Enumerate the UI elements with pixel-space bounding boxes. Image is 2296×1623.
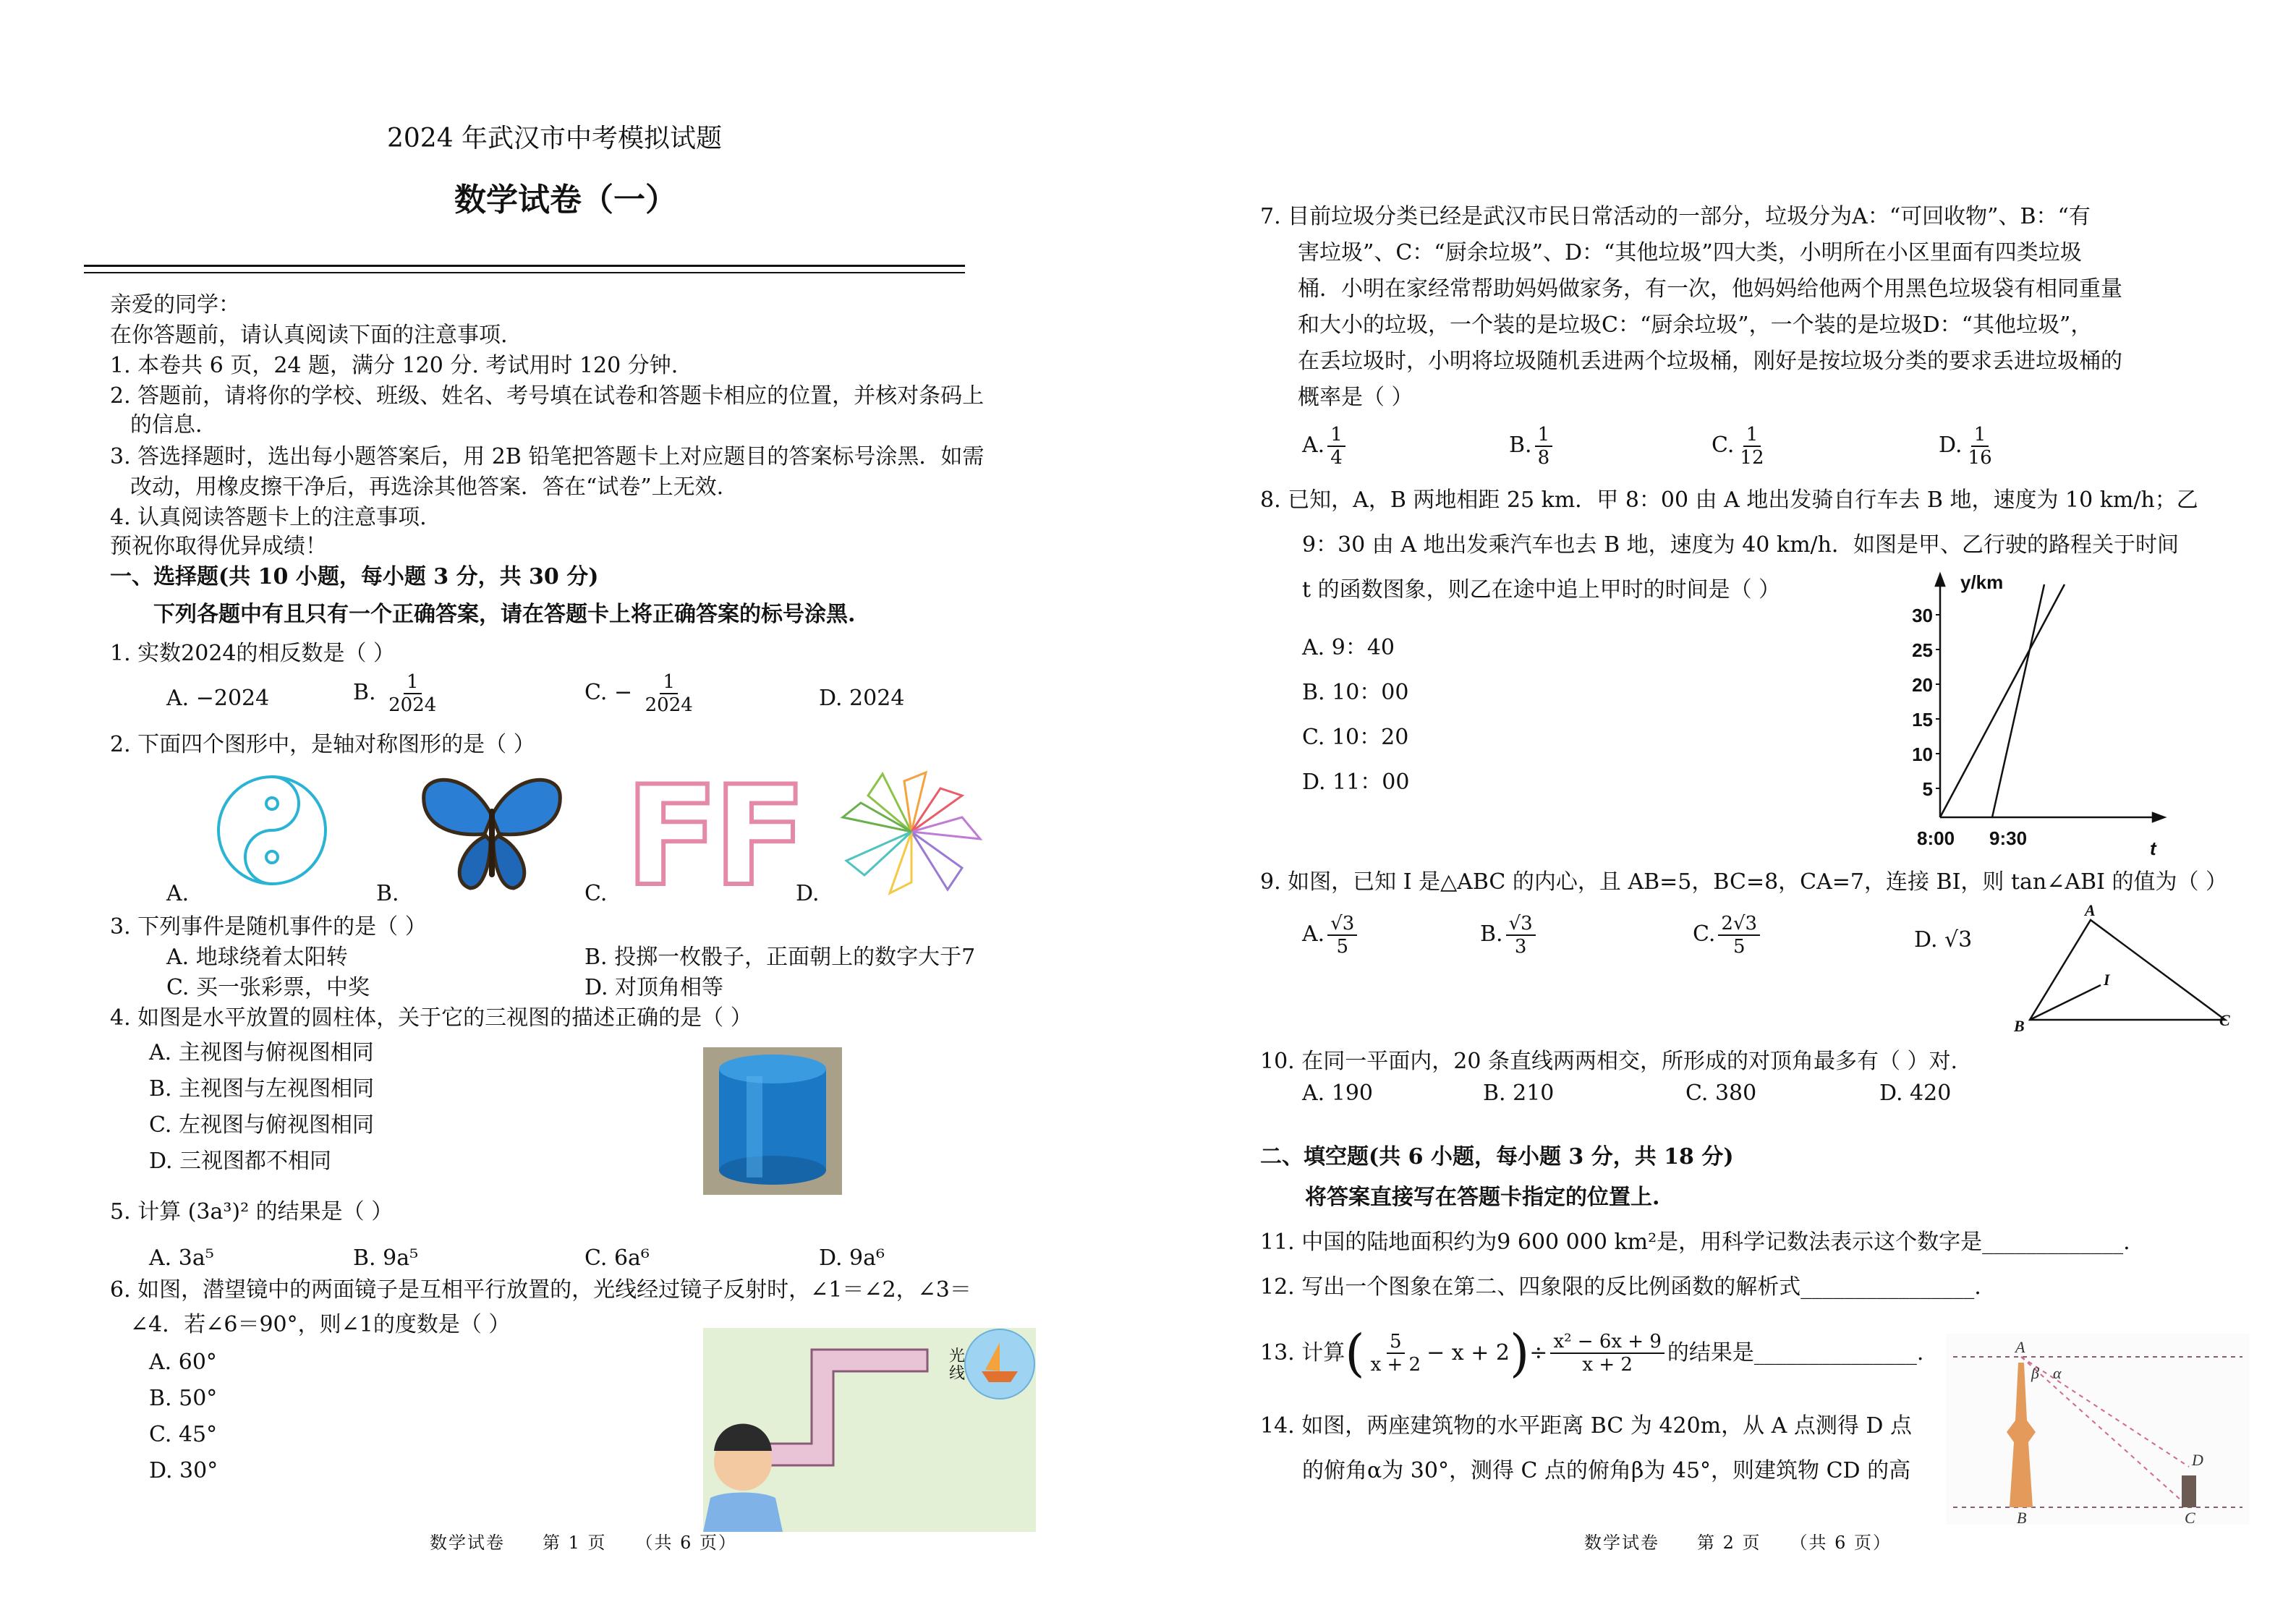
q7-line4: 和大小的垃圾，一个装的是垃圾C：“厨余垃圾”，一个装的是垃圾D：“其他垃圾”， — [1298, 312, 2093, 338]
x-tick-930: 9:30 — [1989, 827, 2028, 849]
q1-option-c-label: C. − — [584, 680, 633, 705]
q2-option-a: A. — [166, 881, 190, 906]
q4-option-b: B. 主视图与左视图相同 — [149, 1076, 375, 1102]
q7-option-d — [1939, 424, 1998, 469]
q9-c-label: C. — [1693, 921, 1716, 947]
q7-line6: 概率是（ ） — [1298, 385, 1413, 410]
q7-option-a — [1302, 424, 1348, 469]
q7-b-num: 1 — [1535, 424, 1553, 447]
triangle-abc-figure — [2008, 904, 2237, 1034]
q1-c-num: 1 — [660, 671, 678, 694]
q13-f2-num: x² − 6x + 9 — [1550, 1331, 1664, 1354]
q1-option-a: A. −2024 — [166, 686, 270, 711]
q13-f2-den: x + 2 — [1582, 1354, 1633, 1376]
q13-right-paren: ) — [1509, 1324, 1530, 1383]
q7-a-fraction — [1327, 424, 1345, 469]
instruction-3b: 改动，用橡皮擦干净后，再选涂其他答案．答在“试卷”上无效. — [130, 474, 724, 500]
q4-option-d: D. 三视图都不相同 — [149, 1149, 332, 1174]
q3-option-d: D. 对顶角相等 — [584, 975, 724, 1000]
q9-c-num: 2√3 — [1718, 913, 1760, 936]
q6-stem-line1: 6. 如图，潜望镜中的两面镜子是互相平行放置的，光线经过镜子反射时，∠1＝∠2，∠3＝ — [110, 1277, 971, 1303]
point-b-label: B — [2017, 1509, 2027, 1525]
q9-option-c — [1693, 913, 1763, 958]
q9-option-d: D. √3 — [1914, 927, 1973, 953]
q1-option-b-label: B. — [353, 680, 376, 705]
instruction-2b: 的信息. — [130, 412, 203, 438]
alpha-label: α — [2053, 1364, 2062, 1382]
q9-b-label: B. — [1480, 921, 1503, 947]
q13-f1-num: 5 — [1387, 1331, 1405, 1354]
q13-prefix: 13. 计算 — [1260, 1340, 1345, 1366]
point-i-label: I — [2104, 971, 2110, 989]
q3-stem: 3. 下列事件是随机事件的是（ ） — [110, 914, 427, 940]
q1-stem: 1. 实数2024的相反数是（ ） — [110, 641, 396, 666]
q7-line3: 桶．小明在家经常帮助妈妈做家务，有一次，他妈妈给他两个用黑色垃圾袋有相同重量 — [1298, 276, 2122, 302]
distance-time-graph — [1895, 567, 2170, 859]
q3-option-b: B. 投掷一枚骰子，正面朝上的数字大于7 — [584, 945, 976, 970]
ff-figure: FF — [625, 757, 802, 916]
q9-a-label: A. — [1302, 921, 1325, 947]
q5-option-b: B. 9a⁵ — [353, 1245, 419, 1271]
q8-line2: 9：30 由 A 地出发乘汽车也去 B 地，速度为 40 km/h．如图是甲、乙行驶的路程关于时间 — [1302, 532, 2179, 558]
q7-c-num: 1 — [1743, 424, 1761, 447]
q8-option-c: C. 10：20 — [1302, 725, 1409, 750]
q6-option-c: C. 45° — [149, 1422, 218, 1447]
q1-option-b-fraction — [386, 671, 439, 716]
q9-b-num: √3 — [1506, 913, 1536, 936]
q2-option-d: D. — [796, 881, 820, 906]
q4-option-a: A. 主视图与俯视图相同 — [149, 1040, 374, 1065]
q8-option-b: B. 10：00 — [1302, 680, 1409, 705]
y-tick-20: 20 — [1912, 674, 1933, 696]
yin-yang-figure — [214, 772, 330, 888]
y-tick-30: 30 — [1912, 605, 1933, 626]
pinwheel-figure — [839, 767, 984, 897]
q13-div: ÷ — [1529, 1340, 1548, 1366]
q9-c-den: 5 — [1732, 936, 1746, 958]
q7-line1: 7. 目前垃圾分类已经是武汉市民日常活动的一部分，垃圾分为A：“可回收物”、B：“有 — [1260, 204, 2091, 229]
y-tick-5: 5 — [1922, 778, 1933, 800]
q9-a-den: 5 — [1336, 936, 1349, 958]
q8-option-a: A. 9：40 — [1302, 635, 1395, 660]
q10-option-d: D. 420 — [1879, 1081, 1952, 1106]
q7-d-num: 1 — [1971, 424, 1989, 447]
periscope-figure — [703, 1328, 1036, 1532]
instruction-4: 4. 认真阅读答题卡上的注意事项. — [110, 505, 427, 530]
q8-option-d: D. 11：00 — [1302, 770, 1410, 795]
q2-stem: 2. 下面四个图形中，是轴对称图形的是（ ） — [110, 732, 535, 757]
q13-mid: − x + 2 — [1427, 1340, 1510, 1366]
y-tick-10: 10 — [1912, 744, 1933, 765]
q7-a-label: A. — [1302, 433, 1325, 458]
header-rule-bottom — [84, 272, 965, 273]
q13-fraction-1 — [1368, 1331, 1424, 1376]
q6-stem-line2: ∠4．若∠6＝90°，则∠1的度数是（ ） — [130, 1312, 511, 1337]
q5-option-a: A. 3a⁵ — [149, 1245, 214, 1271]
line-yi — [1992, 584, 2044, 817]
q6-option-d: D. 30° — [149, 1458, 218, 1483]
q7-c-label: C. — [1712, 433, 1735, 458]
q1-option-c-fraction — [642, 671, 696, 716]
q1-b-den: 2024 — [388, 694, 437, 716]
point-c-label: C — [2219, 1011, 2230, 1029]
q13-f1-den: x + 2 — [1370, 1354, 1421, 1376]
paper-title: 数学试卷（一） — [454, 182, 677, 218]
q9-a-fraction — [1327, 913, 1357, 958]
left-page-footer: 数学试卷 第 1 页 （共 6 页） — [430, 1533, 738, 1553]
instruction-2: 2. 答题前，请将你的学校、班级、姓名、考号填在试卷和答题卡相应的位置，并核对条码上 — [110, 383, 985, 409]
tower-building-figure — [1946, 1334, 2250, 1525]
q9-b-fraction — [1506, 913, 1536, 958]
q13-suffix: 的结果是_______________. — [1667, 1340, 1924, 1366]
point-a-label: A — [2015, 1338, 2025, 1356]
q2-option-c: C. — [584, 881, 608, 906]
q7-a-num: 1 — [1327, 424, 1345, 447]
instruction-3: 3. 答选择题时，选出每小题答案后，用 2B 铅笔把答题卡上对应题目的答案标号涂黑．如需 — [110, 444, 985, 469]
q7-b-fraction — [1535, 424, 1553, 469]
q10-option-a: A. 190 — [1302, 1081, 1373, 1106]
y-tick-25: 25 — [1912, 639, 1933, 661]
q6-option-b: B. 50° — [149, 1386, 218, 1411]
greeting: 亲爱的同学： — [110, 292, 240, 318]
instruction-1: 1. 本卷共 6 页，24 题，满分 120 分. 考试用时 120 分钟. — [110, 353, 679, 378]
section1-note: 下列各题中有且只有一个正确答案，请在答题卡上将正确答案的标号涂黑. — [153, 602, 856, 627]
q10-option-c: C. 380 — [1685, 1081, 1757, 1106]
q12-text: 12. 写出一个图象在第二、四象限的反比例函数的解析式________________. — [1260, 1274, 1981, 1300]
q7-b-den: 8 — [1537, 447, 1550, 469]
q4-stem: 4. 如图是水平放置的圆柱体，关于它的三视图的描述正确的是（ ） — [110, 1005, 752, 1031]
q7-line5: 在丢垃圾时，小明将垃圾随机丢进两个垃圾桶，刚好是按垃圾分类的要求丢进垃圾桶的 — [1298, 349, 2122, 374]
good-luck: 预祝你取得优异成绩！ — [110, 534, 327, 559]
light-label: 光线 — [949, 1347, 966, 1383]
q1-option-c — [584, 671, 699, 716]
q14-line1: 14. 如图，两座建筑物的水平距离 BC 为 420m，从 A 点测得 D 点 — [1260, 1413, 1912, 1439]
q3-option-c: C. 买一张彩票，中奖 — [166, 975, 370, 1000]
q5-option-d: D. 9a⁶ — [819, 1245, 885, 1271]
instructions-intro: 在你答题前，请认真阅读下面的注意事项. — [110, 323, 508, 348]
q7-line2: 害垃圾”、C：“厨余垃圾”、D：“其他垃圾”四大类，小明所在小区里面有四类垃圾 — [1298, 240, 2082, 265]
section2-heading: 二、填空题(共 6 小题，每小题 3 分，共 18 分) — [1260, 1144, 1734, 1170]
point-d-label: D — [2192, 1451, 2203, 1469]
q14-line2: 的俯角α为 30°，测得 C 点的俯角β为 45°，则建筑物 CD 的高 — [1302, 1458, 1911, 1483]
q13-fraction-2 — [1550, 1331, 1664, 1376]
q6-option-a: A. 60° — [149, 1350, 217, 1375]
q1-option-d: D. 2024 — [819, 686, 905, 711]
q1-c-den: 2024 — [645, 694, 693, 716]
q10-stem: 10. 在同一平面内，20 条直线两两相交，所形成的对顶角最多有（ ）对. — [1260, 1049, 1958, 1074]
q9-stem: 9. 如图，已知 I 是△ABC 的内心，且 AB=5，BC=8，CA=7，连接 BI，则 tan∠ABI 的值为（ ） — [1260, 869, 2228, 895]
q7-option-b — [1509, 424, 1555, 469]
cylinder-figure — [703, 1047, 842, 1195]
point-a-label: A — [2085, 904, 2096, 919]
q7-d-label: D. — [1939, 433, 1963, 458]
x-axis-label: t — [2150, 838, 2156, 859]
q8-line3: t 的函数图象，则乙在途中追上甲时的时间是（ ） — [1302, 577, 1781, 602]
q5-option-c: C. 6a⁶ — [584, 1245, 650, 1271]
q5-stem: 5. 计算 (3a³)² 的结果是（ ） — [110, 1199, 394, 1224]
q8-line1: 8. 已知，A，B 两地相距 25 km．甲 8：00 由 A 地出发骑自行车去 B 地，速度为 10 km/h；乙 — [1260, 487, 2198, 513]
point-c-label: C — [2185, 1509, 2195, 1525]
y-tick-15: 15 — [1912, 709, 1933, 730]
q1-b-num: 1 — [404, 671, 422, 694]
q11-text: 11. 中国的陆地面积约为9 600 000 km²是，用科学记数法表示这个数字是_____________. — [1260, 1230, 2130, 1255]
q7-option-c — [1712, 424, 1770, 469]
q9-c-fraction — [1718, 913, 1760, 958]
exam-title: 2024 年武汉市中考模拟试题 — [387, 124, 723, 153]
q2-option-b: B. — [376, 881, 399, 906]
q4-option-c: C. 左视图与俯视图相同 — [149, 1112, 374, 1138]
q7-c-den: 12 — [1740, 447, 1764, 469]
q9-option-a — [1302, 913, 1360, 958]
section1-heading: 一、选择题(共 10 小题，每小题 3 分，共 30 分) — [110, 564, 599, 589]
q9-option-b — [1480, 913, 1539, 958]
section2-note: 将答案直接写在答题卡指定的位置上. — [1305, 1185, 1660, 1210]
q3-option-a: A. 地球绕着太阳转 — [166, 945, 348, 970]
right-page-footer: 数学试卷 第 2 页 （共 6 页） — [1584, 1533, 1892, 1553]
q7-d-den: 16 — [1968, 447, 1992, 469]
line-jia — [1940, 584, 2065, 817]
q9-a-num: √3 — [1327, 913, 1357, 936]
q7-d-fraction — [1965, 424, 1995, 469]
q1-option-b — [353, 671, 442, 716]
butterfly-figure — [420, 772, 564, 895]
q7-a-den: 4 — [1330, 447, 1343, 469]
header-rule-top — [84, 265, 965, 267]
q10-option-b: B. 210 — [1483, 1081, 1555, 1106]
point-b-label: B — [2014, 1017, 2025, 1034]
q9-b-den: 3 — [1514, 936, 1527, 958]
q7-b-label: B. — [1509, 433, 1532, 458]
q7-c-fraction — [1737, 424, 1766, 469]
q13-left-paren: ( — [1345, 1324, 1365, 1383]
x-tick-800: 8:00 — [1917, 827, 1955, 849]
q13-expression — [1260, 1324, 1924, 1383]
y-axis-label: y/km — [1960, 571, 2004, 593]
beta-label: β — [2031, 1364, 2039, 1382]
